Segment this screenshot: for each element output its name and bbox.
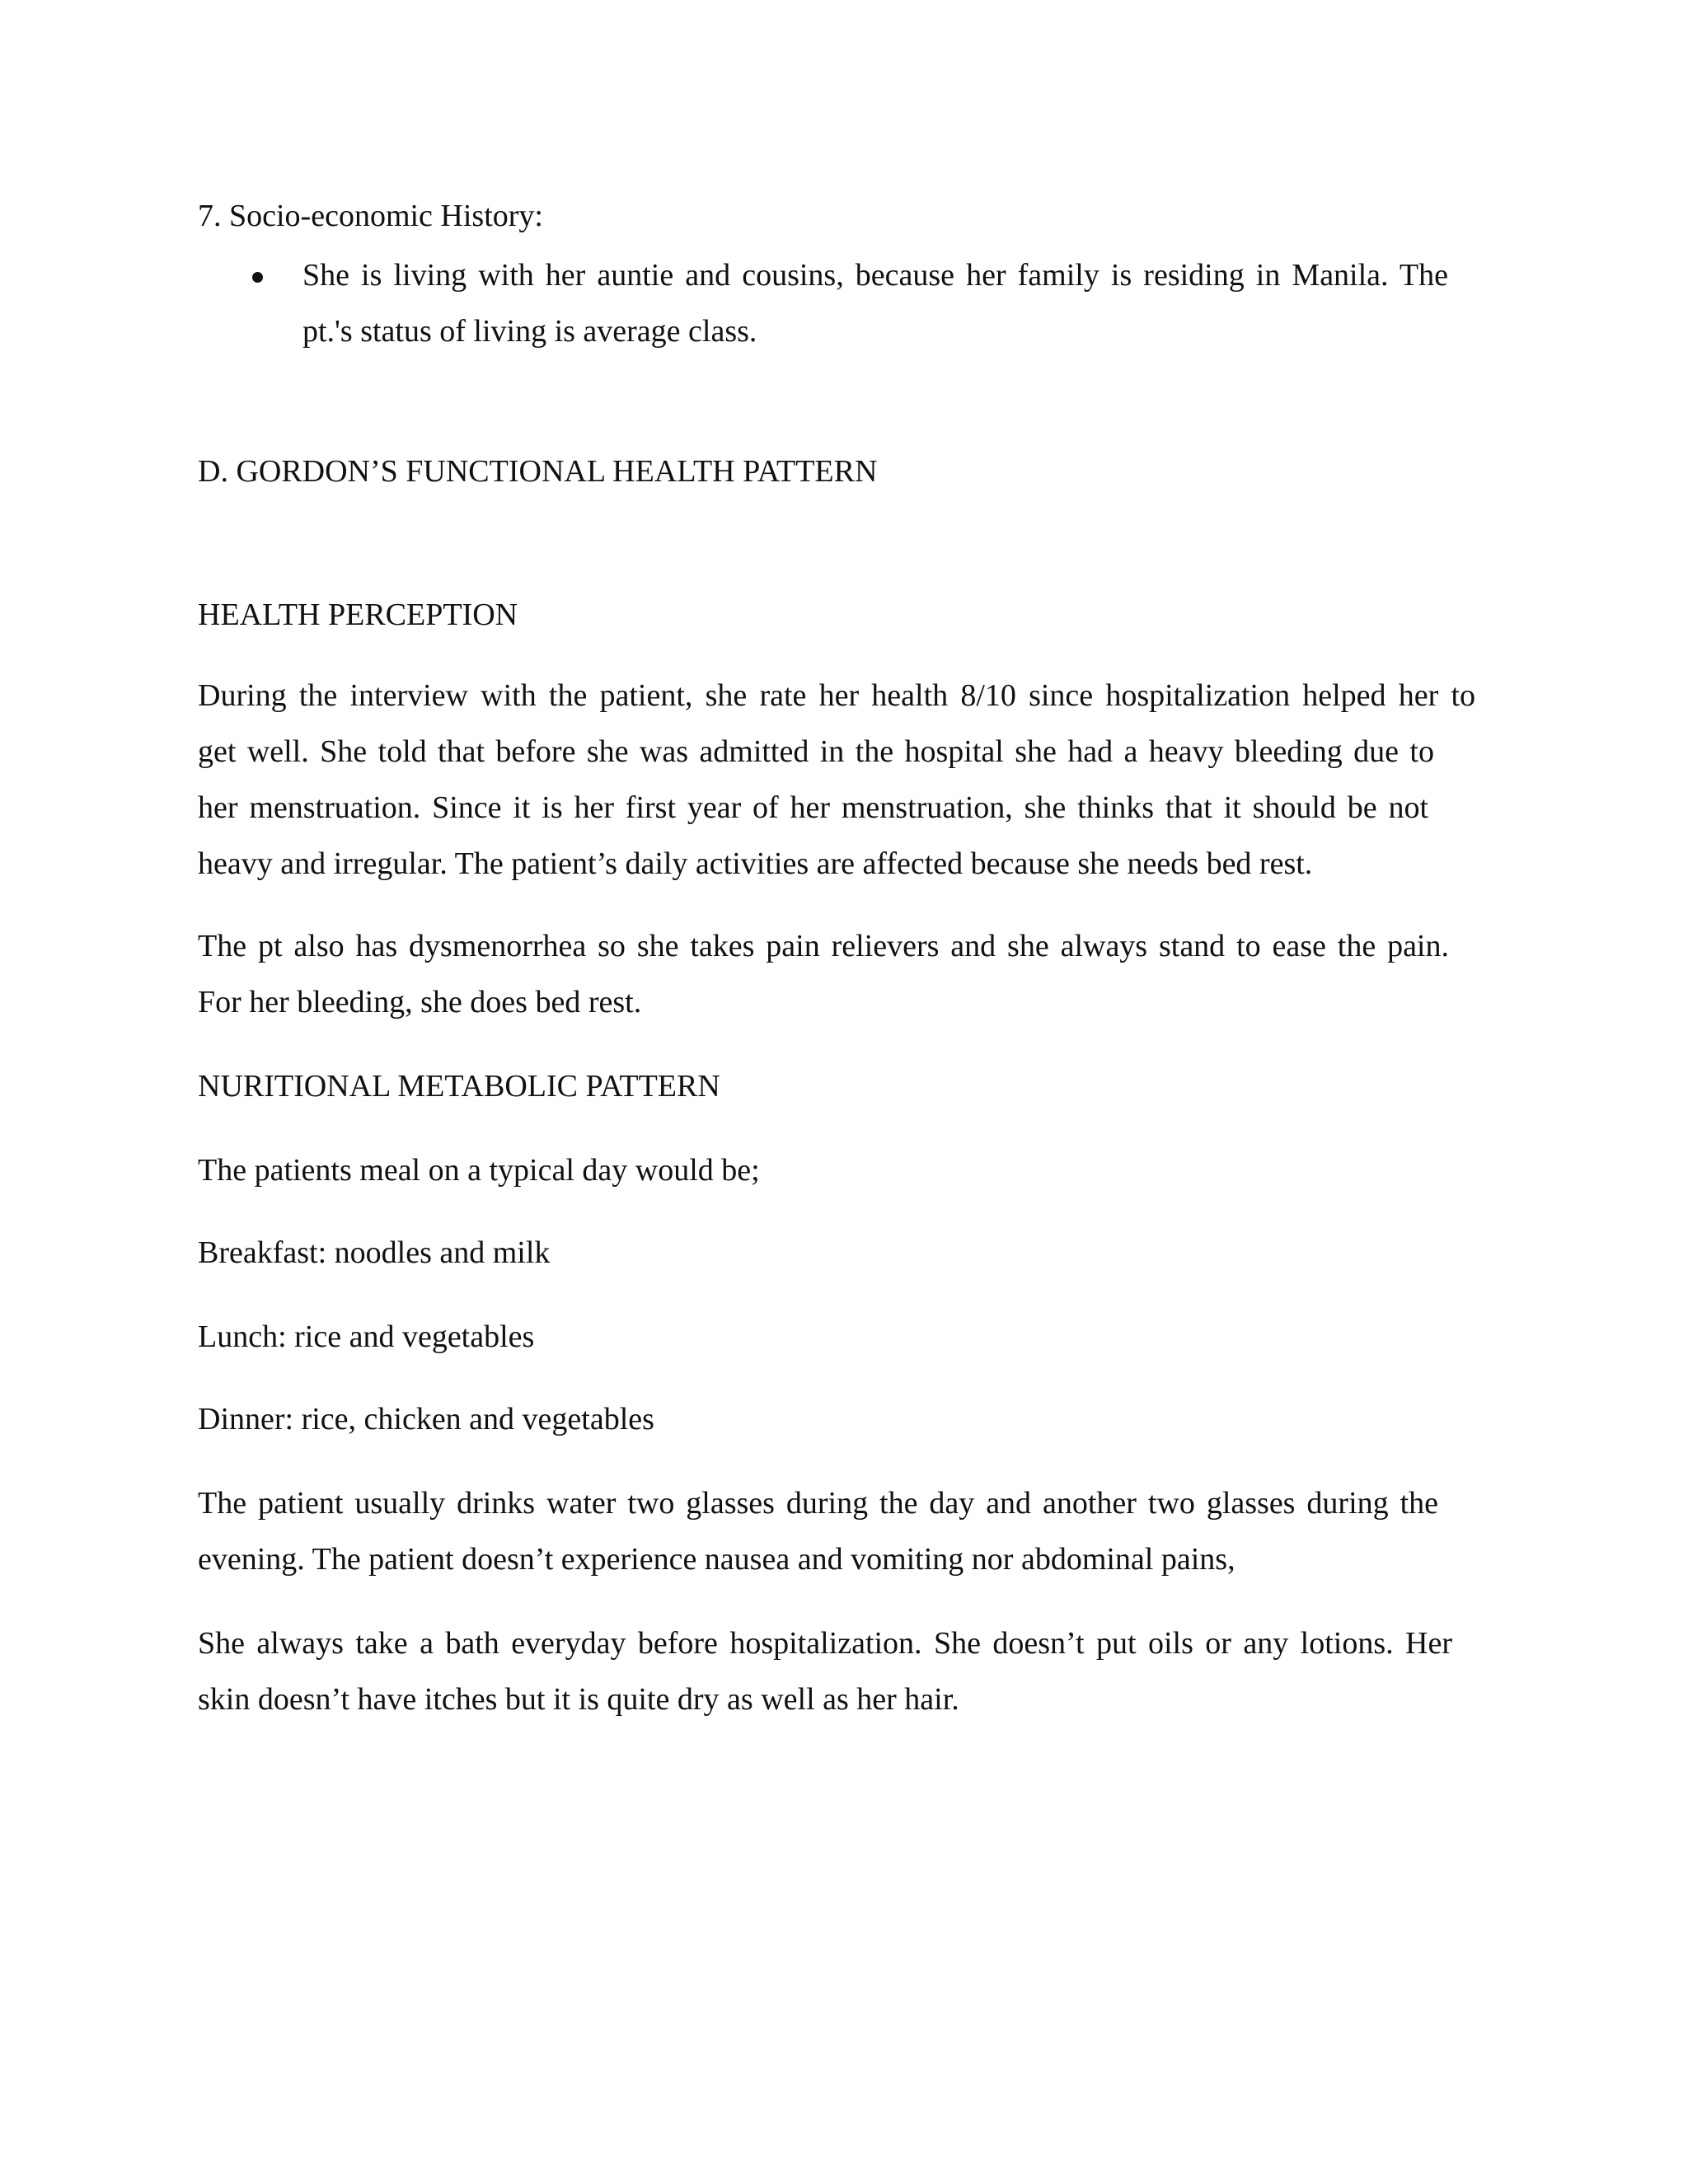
paragraph-line: skin doesn’t have itches but it is quite dry as well as her hair. xyxy=(198,1682,959,1717)
bullet-text-line-1: She is living with her auntie and cousins, because her family is residing in Manila. The xyxy=(302,258,1448,293)
paragraph-line: heavy and irregular. The patient’s daily activities are affected because she needs bed rest. xyxy=(198,846,1313,881)
socio-economic-heading: 7. Socio-economic History: xyxy=(198,199,543,233)
paragraph-line: evening. The patient doesn’t experience nausea and vomiting nor abdominal pains, xyxy=(198,1542,1236,1577)
paragraph-line: She always take a bath everyday before hospitalization. She doesn’t put oils or any lotions. Her xyxy=(198,1626,1452,1661)
paragraph-line: get well. She told that before she was admitted in the hospital she had a heavy bleeding due to xyxy=(198,734,1434,769)
paragraph-line: During the interview with the patient, she rate her health 8/10 since hospitalization helped her to xyxy=(198,678,1475,713)
bullet-text-line-2: pt.'s status of living is average class. xyxy=(302,314,757,349)
paragraph-line: her menstruation. Since it is her first year of her menstruation, she thinks that it should be not xyxy=(198,790,1428,825)
gordon-heading: D. GORDON’S FUNCTIONAL HEALTH PATTERN xyxy=(198,454,878,489)
meal-intro: The patients meal on a typical day would be; xyxy=(198,1153,760,1188)
lunch-line: Lunch: rice and vegetables xyxy=(198,1319,535,1354)
bullet-dot-icon xyxy=(252,272,263,283)
nutritional-heading: NURITIONAL METABOLIC PATTERN xyxy=(198,1069,720,1104)
health-perception-heading: HEALTH PERCEPTION xyxy=(198,598,518,632)
dinner-line: Dinner: rice, chicken and vegetables xyxy=(198,1402,654,1436)
breakfast-line: Breakfast: noodles and milk xyxy=(198,1235,551,1270)
paragraph-line: The pt also has dysmenorrhea so she takes pain relievers and she always stand to ease the pain. xyxy=(198,929,1449,963)
paragraph-line: The patient usually drinks water two glasses during the day and another two glasses during the xyxy=(198,1486,1438,1521)
paragraph-line: For her bleeding, she does bed rest. xyxy=(198,985,642,1019)
